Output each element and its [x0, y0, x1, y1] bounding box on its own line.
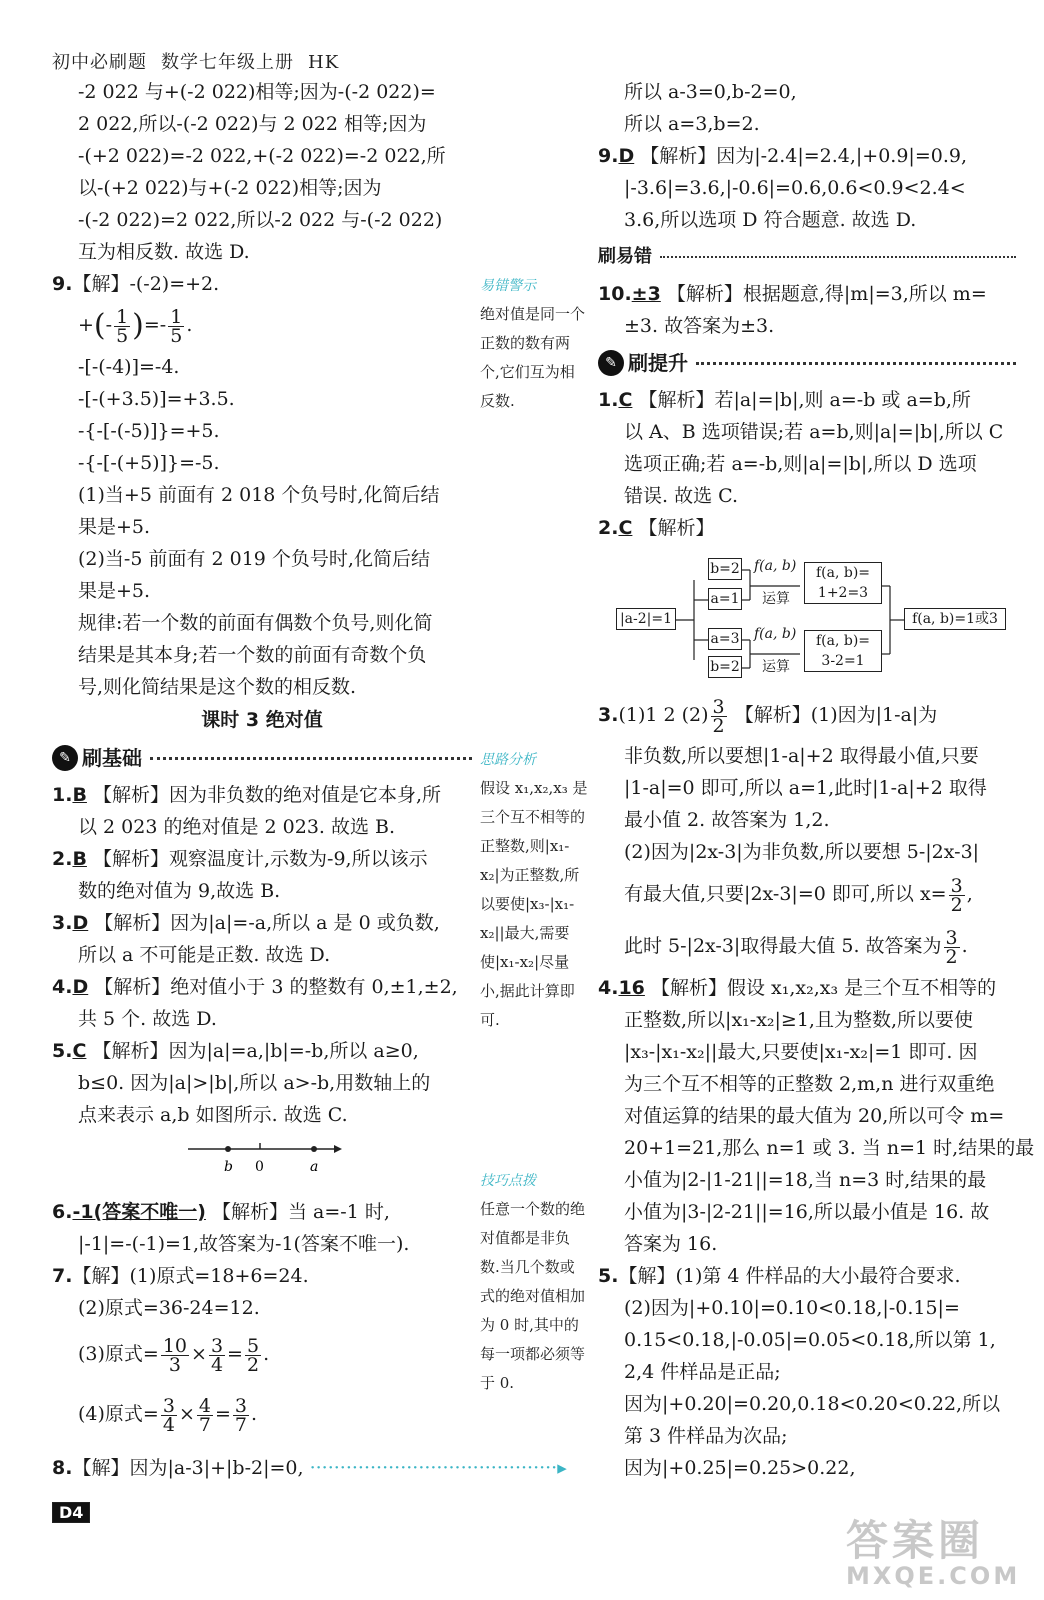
text-line: -2 022 与+(-2 022)相等;因为-(-2 022)= — [78, 81, 436, 103]
text-line: 为三个互不相等的正整数 2,m,n 进行双重绝 — [624, 1073, 995, 1095]
question-6: 6.-1(答案不唯一) 【解析】当 a=-1 时, — [52, 1201, 390, 1223]
side-title-tip: 技巧点拨 — [480, 1173, 536, 1189]
fraction-line: (3)原式= $\frac{10}{3}$ × $\frac{3}{4}$ = $\frac{5}{2}$ . — [78, 1334, 270, 1376]
text-line: 第 3 件样品为次品; — [624, 1425, 788, 1447]
text-line: 所以 a=3,b=2. — [624, 113, 760, 135]
flow-op2b: 运算 — [762, 659, 790, 675]
text-line: 规律:若一个数的前面有偶数个负号,则化简 — [78, 612, 433, 634]
page-header — [52, 48, 339, 74]
flow-diagram — [598, 550, 1016, 680]
question-9-right: 9.D 【解析】因为|-2.4|=2.4,|+0.9|=0.9, — [598, 145, 968, 167]
text-line: 错误. 故选 C. — [624, 485, 739, 507]
text-line: (2)因为|+0.10|=0.10<0.18,|-0.15|= — [624, 1297, 960, 1319]
label-0: 0 — [255, 1159, 264, 1175]
right-column — [598, 76, 1035, 1484]
text-line: 非负数,所以要想|1-a|+2 取得最小值,只要 — [624, 745, 979, 767]
text-line: 因为|+0.25|=0.25>0.22, — [624, 1457, 856, 1479]
text-line: 2 022,所以-(-2 022)与 2 022 相等;因为 — [78, 113, 427, 135]
text-line: -{-[-(-5)]}=+5. — [78, 420, 220, 442]
text-line: ±3. 故答案为±3. — [624, 315, 775, 337]
question-4: 4.D 【解析】绝对值小于 3 的整数有 0,±1,±2, — [52, 976, 458, 998]
text-line: 3.6,所以选项 D 符合题意. 故选 D. — [624, 209, 917, 231]
flow-op1: f(a, b) — [754, 558, 797, 574]
text-line: -(+2 022)=-2 022,+(-2 022)=-2 022,所 — [78, 145, 446, 167]
text-line: 数的绝对值为 9,故选 B. — [78, 880, 281, 902]
side-title-thinking: 思路分析 — [480, 752, 536, 768]
side-text-thinking: 假设 x₁,x₂,x₃ 是三个互不相等的正整数,则|x₁-x₂|为正整数,所以要使|x₃-|x₁-x₂||最大,需要使|x₁-x₂|尽量小,据此计算即可. — [480, 779, 588, 1029]
text-line: 2,4 件样品是正品; — [624, 1361, 781, 1383]
side-notes — [480, 272, 588, 1398]
text-line: 正整数,所以|x₁-x₂|≥1,且为整数,所以要使 — [624, 1009, 974, 1031]
problem-1: 1.C 【解析】若|a|=|b|,则 a=-b 或 a=b,所 — [598, 389, 971, 411]
flow-b2-box: b=2 — [708, 558, 742, 580]
text-line: 点来表示 a,b 如图所示. 故选 C. — [78, 1104, 348, 1126]
section-error: 刷易错 — [598, 240, 1016, 274]
flow-a1-box: a=1 — [708, 588, 742, 610]
section-basic: ✎ 刷基础 — [52, 741, 472, 775]
text-line: (2)因为|2x-3|为非负数,所以要想 5-|2x-3| — [624, 841, 980, 863]
fraction-line: (4)原式= $\frac{3}{4}$ × $\frac{4}{7}$ = $\frac{3}{7}$ . — [78, 1394, 258, 1436]
flow-b2b-box: b=2 — [708, 656, 742, 678]
pen-icon: ✎ — [52, 745, 78, 771]
text-line: b≤0. 因为|a|>|b|,所以 a>-b,用数轴上的 — [78, 1072, 431, 1094]
text-line: 20+1=21,那么 n=1 或 3. 当 n=1 时,结果的最 — [624, 1137, 1035, 1159]
text-line: 0.15<0.18,|-0.05|=0.05<0.18,所以第 1, — [624, 1329, 996, 1351]
watermark: 答案圈 MXQE.COM — [846, 1516, 1021, 1590]
flow-final-box: f(a, b)=1或3 — [904, 608, 1006, 630]
fraction-line: 有最大值,只要|2x-3|=0 即可,所以 x= $\frac{3}{2}$ , — [624, 874, 973, 916]
page-number: D4 — [52, 1502, 90, 1523]
flow-result-2: f(a, b)= 3-2=1 — [804, 630, 882, 672]
text-line: 所以 a-3=0,b-2=0, — [624, 81, 797, 103]
question-3: 3.D 【解析】因为|a|=-a,所以 a 是 0 或负数, — [52, 912, 440, 934]
text-line: 结果是其本身;若一个数的前面有奇数个负 — [78, 644, 427, 666]
pen-icon: ✎ — [598, 350, 624, 376]
text-line: (2)原式=36-24=12. — [78, 1297, 260, 1319]
text-line: 果是+5. — [78, 516, 151, 538]
text-line: -{-[-(+5)]}=-5. — [78, 452, 220, 474]
text-line: |-1|=-(-1)=1,故答案为-1(答案不唯一). — [78, 1233, 410, 1255]
text-line: 选项正确;若 a=-b,则|a|=|b|,所以 D 选项 — [624, 453, 977, 475]
question-5: 5.C 【解析】因为|a|=a,|b|=-b,所以 a≥0, — [52, 1040, 419, 1062]
side-text-mistake: 绝对值是同一个正数的数有两个,它们互为相反数. — [480, 305, 586, 410]
text-line: 共 5 个. 故选 D. — [78, 1008, 217, 1030]
fraction-line: 此时 5-|2x-3|取得最大值 5. 故答案为 $\frac{3}{2}$ . — [624, 926, 968, 968]
text-line: 因为|+0.20|=0.20,0.18<0.20<0.22,所以 — [624, 1393, 1001, 1415]
text-line: -(-2 022)=2 022,所以-2 022 与-(-2 022) — [78, 209, 443, 231]
problem-4: 4.16 【解析】假设 x₁,x₂,x₃ 是三个互不相等的 — [598, 977, 997, 999]
text-line: 对值运算的结果的最大值为 20,所以可令 m= — [624, 1105, 1005, 1127]
label-b: b — [224, 1159, 233, 1175]
flow-op1b: 运算 — [762, 591, 790, 607]
question-10: 10.±3 【解析】根据题意,得|m|=3,所以 m= — [598, 283, 987, 305]
point-a — [311, 1146, 317, 1152]
text-line: 互为相反数. 故选 D. — [78, 241, 250, 263]
text-line: 最小值 2. 故答案为 1,2. — [624, 809, 830, 831]
fraction-line: +(- $\frac{1}{5}$ )=- $\frac{1}{5}$ . — [78, 305, 193, 347]
text-line: |-3.6|=3.6,|-0.6|=0.6,0.6<0.9<2.4< — [624, 177, 966, 199]
text-line: (1)当+5 前面有 2 018 个负号时,化简后结 — [78, 484, 440, 506]
text-line: |1-a|=0 即可,所以 a=1,此时|1-a|+2 取得 — [624, 777, 987, 799]
text-line: 以 2 023 的绝对值是 2 023. 故选 B. — [78, 816, 396, 838]
question-7: 7.【解】(1)原式=18+6=24. — [52, 1265, 309, 1287]
subject-name: 数学七年级上册 — [161, 52, 294, 73]
side-text-tip: 任意一个数的绝对值都是非负数.当几个数或式的绝对值相加为 0 时,其中的每一项都必须等于 0. — [480, 1200, 586, 1392]
number-line — [52, 1131, 472, 1191]
question-9: 9.【解】-(-2)=+2. — [52, 273, 220, 295]
question-1: 1.B 【解析】因为非负数的绝对值是它本身,所 — [52, 784, 442, 806]
question-8: 8.【解】因为|a-3|+|b-2|=0, ·········································▸ — [52, 1457, 567, 1479]
section-advance: ✎ 刷提升 — [598, 346, 1016, 380]
question-2: 2.B 【解析】观察温度计,示数为-9,所以该示 — [52, 848, 428, 870]
book-name: 初中必刷题 — [52, 52, 147, 73]
text-line: 答案为 16. — [624, 1233, 718, 1255]
text-line: 小值为|3-|2-21||=16,所以最小值是 16. 故 — [624, 1201, 990, 1223]
text-line: 以-(+2 022)与+(-2 022)相等;因为 — [78, 177, 382, 199]
flow-a3-box: a=3 — [708, 628, 742, 650]
text-line: -[-(-4)]=-4. — [78, 356, 180, 378]
flow-result-1: f(a, b)= 1+2=3 — [804, 562, 882, 604]
number-line-arrow — [334, 1145, 342, 1153]
problem-2: 2.C 【解析】 — [598, 517, 715, 539]
text-line: 以 A、B 选项错误;若 a=b,则|a|=|b|,所以 C — [624, 421, 1004, 443]
point-b — [225, 1146, 231, 1152]
text-line: |x₃-|x₁-x₂||最大,只要使|x₁-x₂|=1 即可. 因 — [624, 1041, 978, 1063]
problem-5: 5.【解】(1)第 4 件样品的大小最符合要求. — [598, 1265, 961, 1287]
side-title-mistake: 易错警示 — [480, 278, 536, 294]
flow-start-box: |a-2|=1 — [616, 608, 676, 630]
label-a: a — [310, 1159, 319, 1175]
flow-op2: f(a, b) — [754, 626, 797, 642]
problem-3: 3.(1)1 2 (2) $\frac{3}{2}$ 【解析】(1)因为|1-a|为 — [598, 695, 938, 737]
text-line: 果是+5. — [78, 580, 151, 602]
text-line: 小值为|2-|1-21||=18,当 n=3 时,结果的最 — [624, 1169, 987, 1191]
edition: HK — [308, 52, 340, 73]
text-line: -[-(+3.5)]=+3.5. — [78, 388, 235, 410]
text-line: 号,则化简结果是这个数的相反数. — [78, 676, 357, 698]
lesson-title: 课时 3 绝对值 — [201, 709, 323, 731]
text-line: 所以 a 不可能是正数. 故选 D. — [78, 944, 331, 966]
text-line: (2)当-5 前面有 2 019 个负号时,化简后结 — [78, 548, 430, 570]
